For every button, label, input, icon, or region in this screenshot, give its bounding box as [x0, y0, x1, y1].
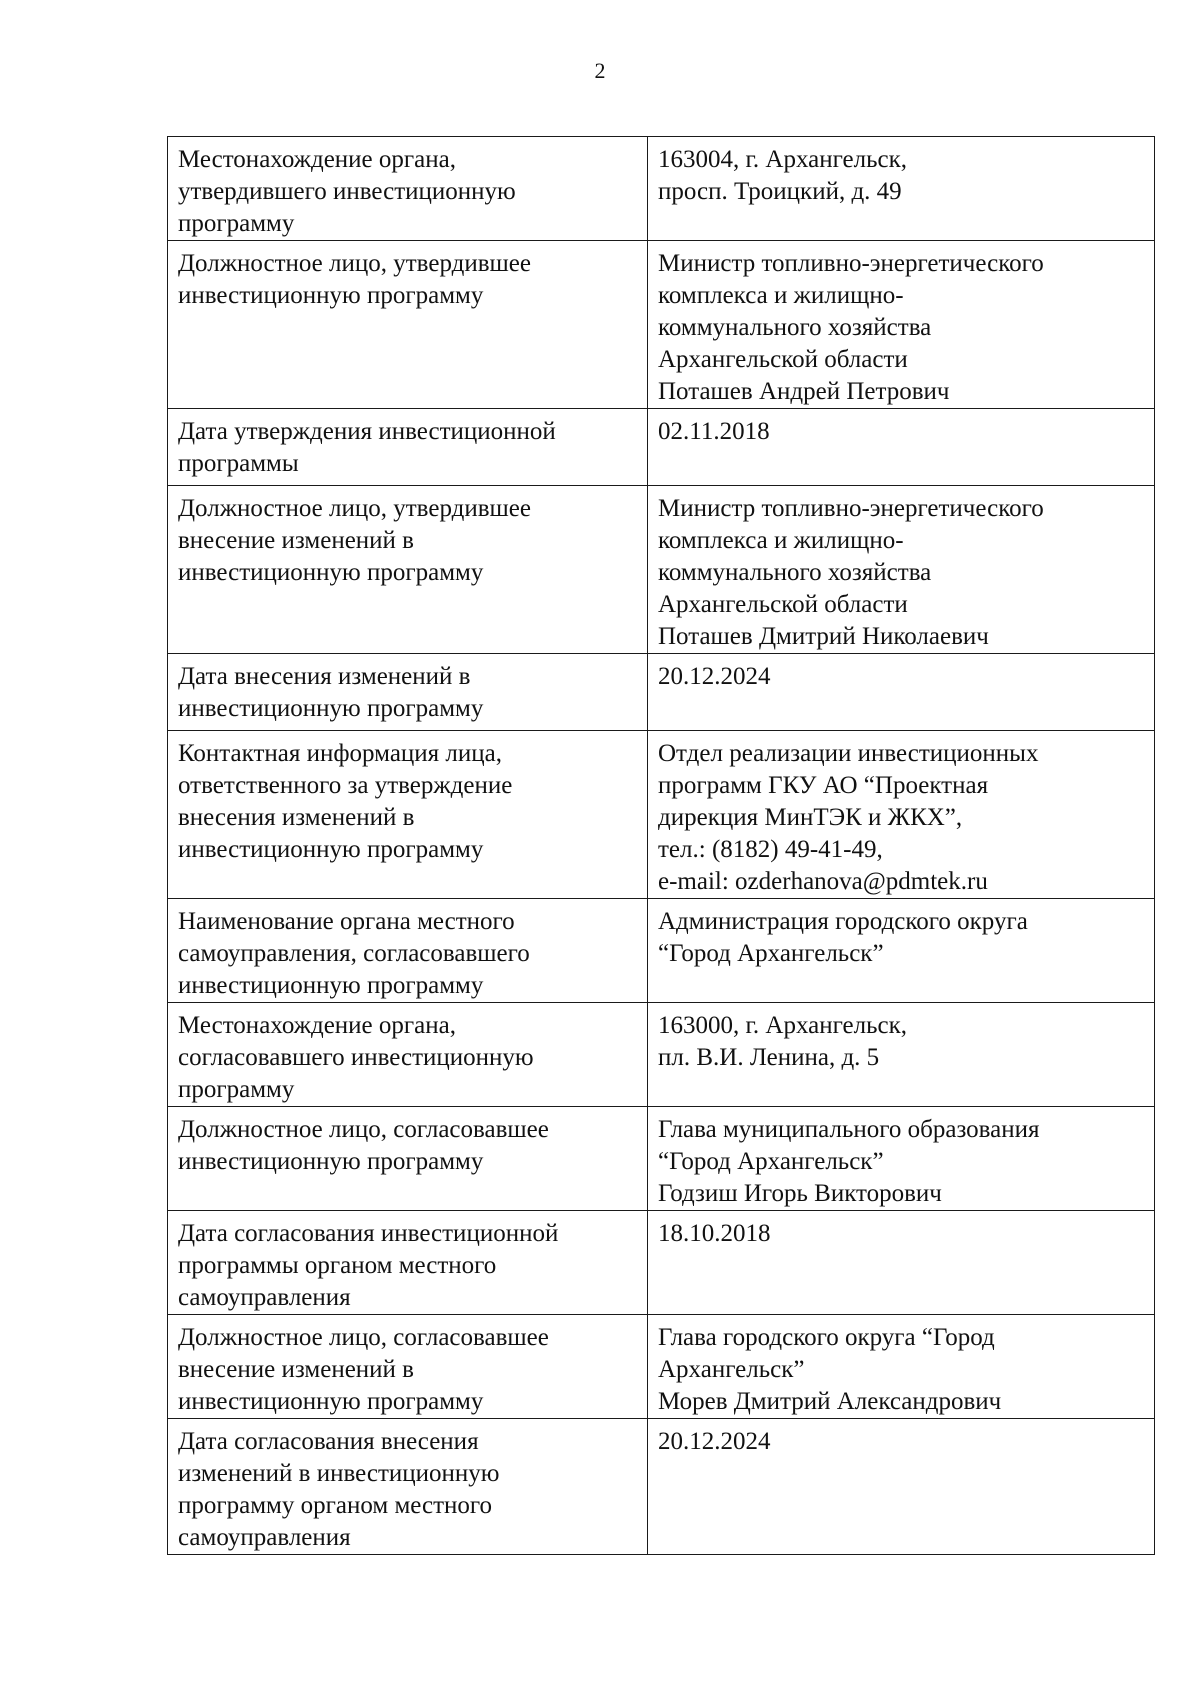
row-label: Контактная информация лица, ответственного за утверждение внесения изменений в инвестиционную программу — [168, 731, 648, 899]
row-value: Министр топливно-энергетического комплекса и жилищно- коммунального хозяйства Архангельской области Поташев Дмитрий Николаевич — [648, 486, 1155, 654]
investment-program-details-table — [167, 136, 1155, 1555]
table-row — [168, 409, 1155, 486]
row-value: 20.12.2024 — [648, 1419, 1155, 1555]
row-value: 18.10.2018 — [648, 1211, 1155, 1315]
row-label: Должностное лицо, согласовавшее внесение изменений в инвестиционную программу — [168, 1315, 648, 1419]
table-row — [168, 1419, 1155, 1555]
page-number: 2 — [594, 58, 606, 83]
row-label: Наименование органа местного самоуправления, согласовавшего инвестиционную программу — [168, 899, 648, 1003]
row-label: Должностное лицо, утвердившее инвестиционную программу — [168, 241, 648, 409]
table-row — [168, 1003, 1155, 1107]
row-value: Глава муниципального образования “Город Архангельск” Годзиш Игорь Викторович — [648, 1107, 1155, 1211]
row-value: Отдел реализации инвестиционных программ ГКУ АО “Проектная дирекция МинТЭК и ЖКХ”, тел.: (8182) 49-41-49, e-mail: ozderhanova@pdmtek.ru — [648, 731, 1155, 899]
row-label: Местонахождение органа, утвердившего инвестиционную программу — [168, 137, 648, 241]
row-label: Дата согласования внесения изменений в инвестиционную программу органом местного самоуправления — [168, 1419, 648, 1555]
row-label: Дата утверждения инвестиционной программы — [168, 409, 648, 486]
row-label: Дата согласования инвестиционной программы органом местного самоуправления — [168, 1211, 648, 1315]
table-row — [168, 1315, 1155, 1419]
table-row — [168, 486, 1155, 654]
row-label: Должностное лицо, согласовавшее инвестиционную программу — [168, 1107, 648, 1211]
row-label: Дата внесения изменений в инвестиционную программу — [168, 654, 648, 731]
table-row — [168, 241, 1155, 409]
table-row — [168, 654, 1155, 731]
row-value: Глава городского округа “Город Архангельск” Морев Дмитрий Александрович — [648, 1315, 1155, 1419]
row-label: Местонахождение органа, согласовавшего инвестиционную программу — [168, 1003, 648, 1107]
table-row — [168, 137, 1155, 241]
table-row — [168, 899, 1155, 1003]
row-value: 20.12.2024 — [648, 654, 1155, 731]
row-value: 163004, г. Архангельск, просп. Троицкий, д. 49 — [648, 137, 1155, 241]
row-value: Администрация городского округа “Город Архангельск” — [648, 899, 1155, 1003]
row-value: Министр топливно-энергетического комплекса и жилищно- коммунального хозяйства Архангельской области Поташев Андрей Петрович — [648, 241, 1155, 409]
table-row — [168, 731, 1155, 899]
row-value: 163000, г. Архангельск, пл. В.И. Ленина, д. 5 — [648, 1003, 1155, 1107]
table-row — [168, 1211, 1155, 1315]
table-row — [168, 1107, 1155, 1211]
row-label: Должностное лицо, утвердившее внесение изменений в инвестиционную программу — [168, 486, 648, 654]
row-value: 02.11.2018 — [648, 409, 1155, 486]
table-body — [168, 137, 1155, 1555]
